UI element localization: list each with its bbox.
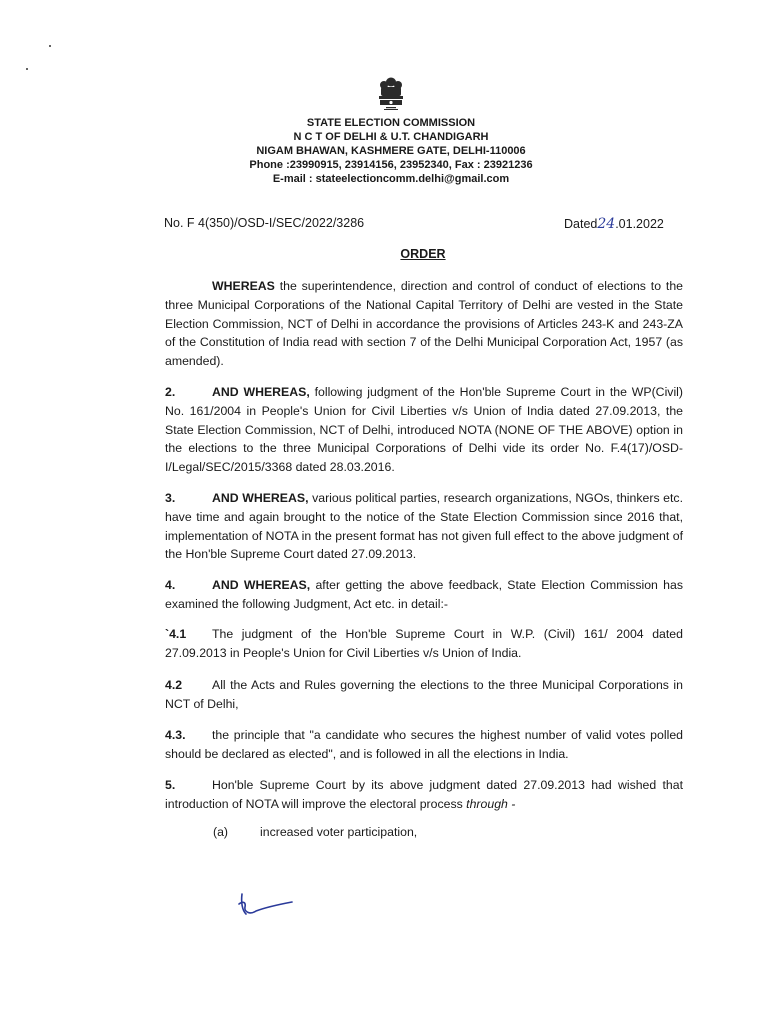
- scan-speck: [49, 45, 51, 47]
- paragraph-5-tail: through -: [466, 796, 516, 811]
- initials-signature-icon: [236, 890, 296, 920]
- letterhead: [200, 116, 582, 186]
- paragraph-4-number: 4.: [165, 578, 176, 592]
- paragraph-5-number: 5.: [165, 778, 176, 792]
- sub-item-a: [213, 825, 417, 839]
- letterhead-phone-fax: Phone :23990915, 23914156, 23952340, Fax : 23921236: [249, 159, 533, 171]
- paragraph-4-1: [165, 625, 683, 663]
- paragraph-4-lead: AND WHEREAS,: [212, 578, 311, 592]
- paragraph-1: [165, 277, 683, 371]
- order-date: [564, 216, 664, 232]
- paragraph-4: [165, 576, 683, 614]
- paragraph-4-3-number: 4.3.: [165, 728, 186, 742]
- document-title: ORDER: [400, 247, 446, 261]
- paragraph-2-text: following judgment of the Hon'ble Supreme Court in the WP(Civil) No. 161/2004 in People's Union for Civil Liberties v/s Union of India dated 27.09.2013, the State Election Commission, NCT of Delhi, introduced NOTA (NONE OF THE ABOVE) option in the elections to the three Municipal Corporations of Delhi vide its order No. F.4(17)/OSD-I/Legal/SEC/2015/3368 dated 28.03.2016.: [165, 385, 684, 475]
- paragraph-2-lead: AND WHEREAS,: [212, 385, 310, 399]
- paragraph-4-3-text: the principle that "a candidate who secures the highest number of valid votes polled should be declared as elected", and is followed in all the elections in India.: [165, 728, 683, 761]
- scan-speck: [26, 68, 28, 70]
- sub-item-a-text: increased voter participation,: [260, 825, 418, 839]
- paragraph-4-2-text: All the Acts and Rules governing the elections to the three Municipal Corporations in NCT of Delhi,: [165, 678, 683, 711]
- paragraph-4-text: after getting the above feedback, State Election Commission has examined the following Judgment, Act etc. in detail:-: [165, 578, 683, 611]
- paragraph-3-text: various political parties, research organizations, NGOs, thinkers etc. have time and again brought to the notice of the State Election Commission since 2016 that, implementation of NOTA in the present format has not given full effect to the above judgment of the Hon'ble Supreme Court dated 27.09.2013.: [165, 491, 683, 562]
- letterhead-email: E-mail : stateelectioncomm.delhi@gmail.com: [272, 173, 510, 185]
- paragraph-2: [165, 383, 683, 477]
- paragraph-2-number: 2.: [165, 385, 176, 399]
- order-date-handwritten-day: 24: [597, 216, 616, 232]
- paragraph-1-text: the superintendence, direction and control of conduct of elections to the three Municipal Corporations of the National Capital Territory of Delhi are vested in the State Election Commission, NCT of Delhi in accordance the provisions of Articles 243-K and 243-ZA of the Constitution of India read with section 7 of the Delhi Municipal Corporation Act, 1957 (as amended).: [165, 279, 683, 369]
- letterhead-address: NIGAM BHAWAN, KASHMERE GATE, DELHI-110006: [256, 145, 526, 157]
- paragraph-3: [165, 489, 683, 564]
- paragraph-4-2: [165, 676, 683, 714]
- order-date-label: Dated: [564, 217, 598, 231]
- paragraph-4-2-number: 4.2: [165, 678, 183, 692]
- letterhead-jurisdiction: N C T OF DELHI & U.T. CHANDIGARH: [293, 131, 489, 143]
- sub-item-a-label: (a): [213, 825, 229, 839]
- paragraph-5: [165, 776, 683, 814]
- national-emblem-icon: [377, 76, 405, 114]
- order-reference-number: No. F 4(350)/OSD-I/SEC/2022/3286: [164, 216, 365, 230]
- letterhead-organization: STATE ELECTION COMMISSION: [306, 117, 476, 129]
- paragraph-4-3: [165, 726, 683, 764]
- paragraph-3-number: 3.: [165, 491, 176, 505]
- paragraph-4-1-text: The judgment of the Hon'ble Supreme Court in W.P. (Civil) 161/ 2004 dated 27.09.2013 in People's Union for Civil Liberties v/s Union of India.: [165, 627, 683, 660]
- order-date-month-year: .01.2022: [615, 217, 664, 231]
- paragraph-5-text: Hon'ble Supreme Court by its above judgment dated 27.09.2013 had wished that introduction of NOTA will improve the electoral process: [165, 778, 683, 811]
- paragraph-1-lead: WHEREAS: [212, 279, 275, 293]
- paragraph-3-lead: AND WHEREAS,: [212, 491, 309, 505]
- paragraph-4-1-number: `4.1: [165, 627, 187, 641]
